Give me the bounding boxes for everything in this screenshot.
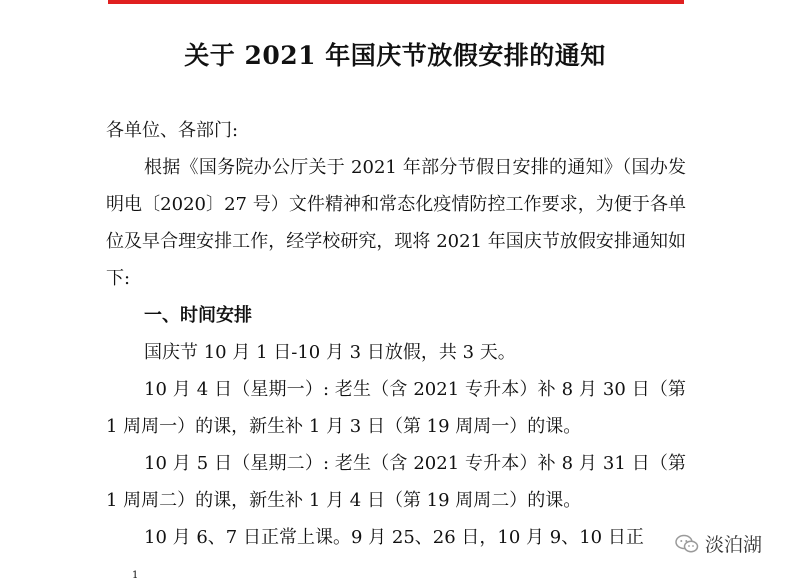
section-heading: 一、时间安排 — [144, 305, 252, 326]
page-title: 关于 2021 年国庆节放假安排的通知 — [184, 41, 606, 70]
wechat-icon — [675, 534, 699, 554]
holiday-dates-paragraph: 国庆节 10 月 1 日-10 月 3 日放假，共 3 天。 — [144, 342, 516, 363]
salutation: 各单位、各部门: — [106, 120, 239, 141]
account-watermark — [671, 528, 768, 559]
red-header-rule — [108, 0, 684, 4]
regular-classes-paragraph: 10 月 6、7 日正常上课。9 月 25、26 日，10 月 9、10 日正 — [144, 527, 644, 548]
makeup-oct5-paragraph: 10 月 5 日（星期二）: 老生（含 2021 专升本）补 8 月 31 日（第 1 周周二）的课，新生补 1 月 4 日（第 19 周周二）的课。 — [106, 453, 686, 511]
document-body — [106, 112, 686, 556]
page-number: 1 — [132, 570, 139, 581]
intro-paragraph: 根据《国务院办公厅关于 2021 年部分节假日安排的通知》（国办发明电〔2020〕27 号）文件精神和常态化疫情防控工作要求，为便于各单位及早合理安排工作，经学校研究，现将 2021 年国庆节放假安排通知如下: — [106, 157, 686, 289]
watermark-text: 淡泊湖 — [704, 534, 762, 556]
makeup-oct4-paragraph: 10 月 4 日（星期一）: 老生（含 2021 专升本）补 8 月 30 日（第 1 周周一）的课，新生补 1 月 3 日（第 19 周周一）的课。 — [106, 379, 686, 437]
